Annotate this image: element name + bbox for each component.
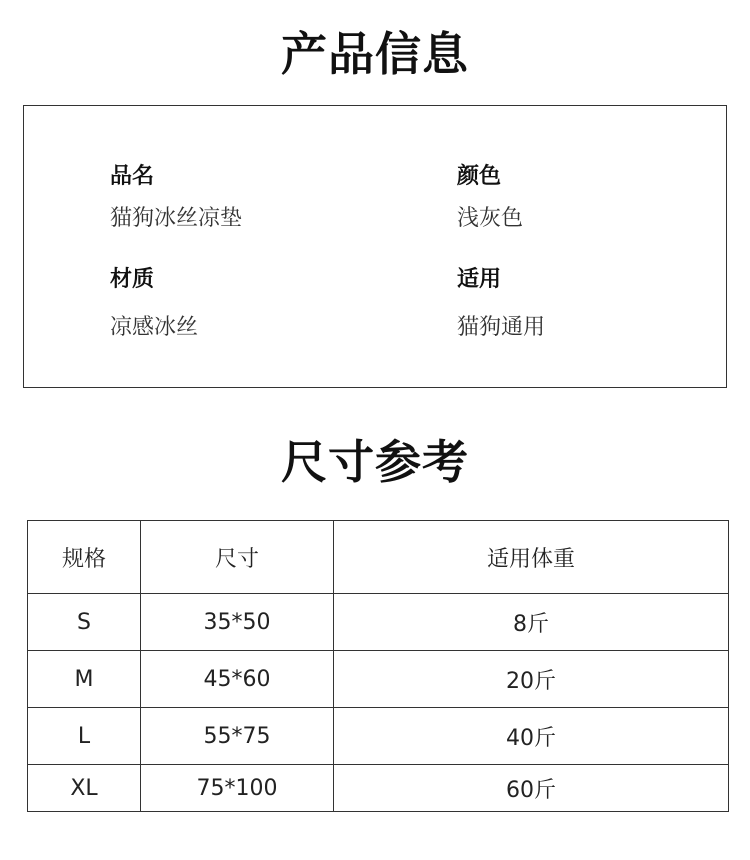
field-value-suitable: 猫狗通用 <box>457 315 546 340</box>
cell-size: 35*50 <box>141 594 334 651</box>
product-info-panel <box>23 105 727 388</box>
table-row <box>28 765 729 812</box>
field-value-color: 浅灰色 <box>457 206 524 231</box>
header-weight: 适用体重 <box>334 521 729 594</box>
cell-size: 75*100 <box>141 765 334 812</box>
field-value-material: 凉感冰丝 <box>110 315 199 340</box>
table-row <box>28 594 729 651</box>
cell-weight: 20斤 <box>334 651 729 708</box>
cell-weight: 8斤 <box>334 594 729 651</box>
field-label-material: 材质 <box>110 267 155 292</box>
cell-weight: 60斤 <box>334 765 729 812</box>
header-size: 尺寸 <box>141 521 334 594</box>
table-row <box>28 708 729 765</box>
cell-size: 45*60 <box>141 651 334 708</box>
field-label-name: 品名 <box>110 164 155 189</box>
product-info-title: 产品信息 <box>281 27 469 81</box>
cell-size: 55*75 <box>141 708 334 765</box>
cell-spec: S <box>28 594 141 651</box>
field-label-color: 颜色 <box>457 164 502 189</box>
field-label-suitable: 适用 <box>457 267 502 292</box>
table-header-row <box>28 521 729 594</box>
table-row <box>28 651 729 708</box>
size-reference-title: 尺寸参考 <box>281 435 469 489</box>
header-spec: 规格 <box>28 521 141 594</box>
cell-spec: M <box>28 651 141 708</box>
cell-spec: L <box>28 708 141 765</box>
cell-spec: XL <box>28 765 141 812</box>
field-value-name: 猫狗冰丝凉垫 <box>110 206 243 231</box>
size-table <box>27 520 729 812</box>
cell-weight: 40斤 <box>334 708 729 765</box>
